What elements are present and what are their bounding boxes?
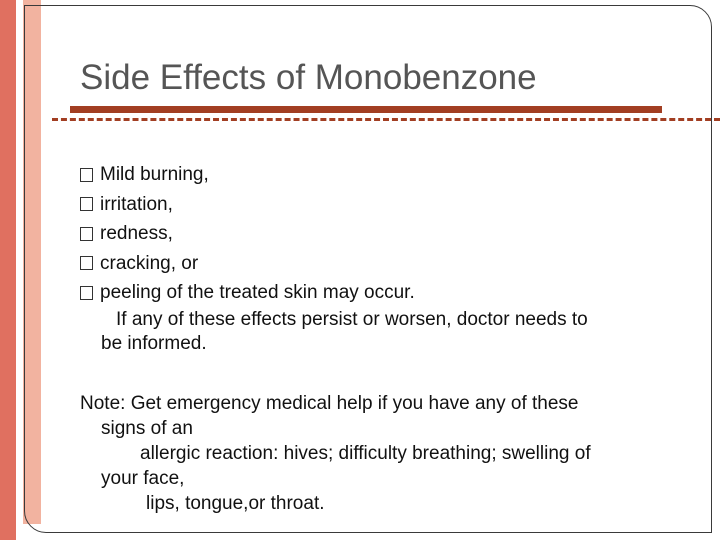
advice-paragraph <box>80 308 700 356</box>
checkbox-bullet-icon <box>80 168 93 182</box>
list-item <box>80 190 690 220</box>
list-item <box>80 278 690 308</box>
bullet-text: redness, <box>100 223 173 244</box>
note-line-1: Note: Get emergency medical help if you have any of these <box>80 393 579 414</box>
bullet-text: Mild burning, <box>100 164 209 185</box>
checkbox-bullet-icon <box>80 227 93 241</box>
title-dashed-divider <box>52 118 720 121</box>
note-paragraph <box>80 391 700 516</box>
checkbox-bullet-icon <box>80 286 93 300</box>
list-item <box>80 219 690 249</box>
bullet-text: cracking, or <box>100 252 199 274</box>
list-item <box>80 160 690 190</box>
note-line-3: allergic reaction: hives; difficulty breathing; swelling of <box>140 443 591 464</box>
note-line-4: your face, <box>101 468 185 489</box>
bullet-text: irritation, <box>100 193 173 215</box>
left-accent-stripe-dark <box>0 0 16 540</box>
checkbox-bullet-icon <box>80 256 93 270</box>
list-item <box>80 249 690 279</box>
advice-line-1: If any of these effects persist or worsen, doctor needs to <box>116 309 588 330</box>
checkbox-bullet-icon <box>80 197 93 211</box>
bullet-list <box>80 160 690 308</box>
advice-line-2: be informed. <box>101 333 207 354</box>
slide-title: Side Effects of Monobenzone <box>80 58 537 97</box>
note-line-5: lips, tongue,or throat. <box>146 493 325 514</box>
title-underline-bar <box>70 106 662 113</box>
note-line-2: signs of an <box>101 418 193 439</box>
bullet-text: peeling of the treated skin may occur. <box>100 282 415 303</box>
